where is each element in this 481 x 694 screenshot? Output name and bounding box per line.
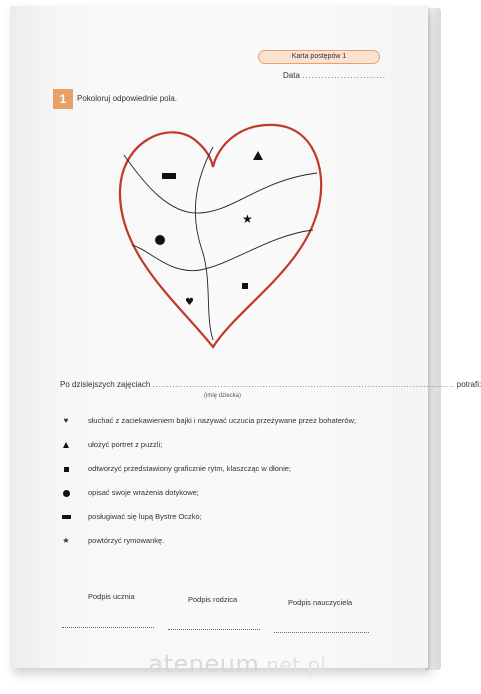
watermark-suffix: .net.pl — [259, 653, 327, 677]
date-field — [283, 71, 386, 80]
student-signature-line — [62, 627, 154, 628]
divider-line-3 — [195, 147, 213, 340]
square-icon — [62, 464, 70, 474]
shape-triangle — [253, 151, 263, 160]
shape-star: ★ — [242, 212, 253, 226]
task-text: słuchać z zaciekawieniem bajki i nazywać uczucia przeżywane przez bohaterów; — [88, 416, 357, 425]
heart-figure — [110, 115, 330, 355]
rectangle-icon — [62, 512, 70, 522]
task-text: ułożyć portret z puzzli; — [88, 440, 163, 449]
parent-signature-line — [168, 629, 260, 630]
triangle-icon — [62, 440, 70, 450]
teacher-signature-line — [274, 632, 369, 633]
shape-rectangle — [162, 173, 176, 179]
shape-heart: ♥ — [185, 297, 194, 308]
divider-line-1 — [124, 155, 317, 213]
sentence-end: potrafi: — [456, 380, 481, 389]
sentence-start: Po dzisiejszych zajęciach — [60, 380, 151, 389]
result-sentence — [60, 380, 481, 389]
task-item — [62, 488, 392, 500]
task-item — [62, 440, 392, 452]
watermark-logo — [0, 650, 475, 678]
watermark-main: ateneum — [148, 650, 260, 678]
task-text: posługiwać się lupą Bystre Oczko; — [88, 512, 202, 521]
teacher-signature-label: Podpis nauczyciela — [288, 598, 353, 607]
task-item — [62, 536, 392, 548]
heart-outline — [120, 125, 321, 347]
circle-icon — [62, 488, 70, 498]
star-icon: ★ — [62, 536, 70, 545]
exercise-number: 1 — [53, 89, 73, 109]
date-dots: .......................... — [302, 71, 386, 80]
progress-card-badge: Karta postępów 1 — [258, 50, 380, 64]
exercise-instruction: Pokoloruj odpowiednie pola. — [77, 94, 178, 103]
child-name-hint: (imię dziecka) — [204, 393, 242, 399]
task-item — [62, 416, 392, 428]
shape-square — [242, 283, 248, 289]
task-item — [62, 464, 392, 476]
child-name-line: ........................................................................................................... — [152, 380, 455, 389]
shape-circle — [155, 235, 165, 245]
heart-icon: ♥ — [63, 416, 69, 425]
task-text: powtórzyć rymowankę. — [88, 536, 165, 545]
student-signature-label: Podpis ucznia — [88, 592, 135, 601]
task-item — [62, 512, 392, 524]
task-text: odtworzyć przedstawiony graficznie rytm, klaszcząc w dłonie; — [88, 464, 291, 473]
date-label: Data — [283, 71, 300, 80]
parent-signature-label: Podpis rodzica — [188, 595, 238, 604]
task-text: opisać swoje wrażenia dotykowe; — [88, 488, 199, 497]
